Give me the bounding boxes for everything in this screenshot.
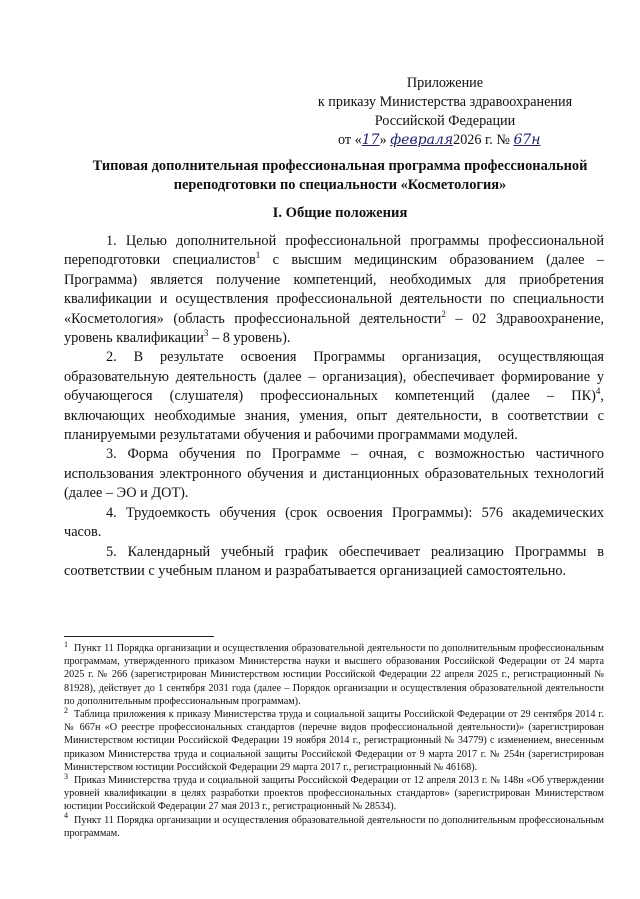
footnote-text: Пункт 11 Порядка организации и осуществления образовательной деятельности по дополнительным профессиональным программам, утвержденного приказом Министерства науки и высшего образования Российской Федерации от 24 марта 2025 г. № 266 (зарегистрирован Министерством юстиции Российской Федерации 22 апреля 2025 г., регистрационный № 81928), действует до 1 сентября 2031 года (далее – Порядок организации и осуществления образовательной деятельности по дополнительным профессиональным программам). [64, 643, 604, 707]
footnote-text: Пункт 11 Порядка организации и осуществления образовательной деятельности по дополнительным профессиональным программам. [64, 814, 604, 839]
paragraph-4: 4. Трудоемкость обучения (срок освоения Программы): 576 академических часов. [64, 504, 604, 541]
footnote-ref-3: 3 [203, 328, 209, 339]
footnote-ref-2: 2 [441, 308, 446, 319]
paragraph-2-text-b: , включающих необходимые знания, умения, опыт деятельности, в соответствии с планируемыми результатами обучения и рабочими программами модулей. [64, 388, 604, 444]
footnote-1 [64, 639, 604, 708]
order-reference: к приказу Министерства здравоохранения [317, 94, 573, 110]
footnote-number: 3 [64, 771, 68, 781]
date-year: 2026 г. № [453, 132, 510, 148]
footnote-2 [64, 705, 604, 774]
appendix-header [300, 74, 590, 150]
footnote-number: 2 [64, 705, 68, 715]
handwritten-day: 17 [361, 132, 380, 148]
paragraph-1-text-b: с высшим медицинским образованием (далее – Программа) является получение компетенций, необходимых для приобретения квалификации и осуществления профессиональной деятельности по специальности «Косметология» (область профессиональной деятельности [64, 252, 604, 327]
paragraph-1-text-c: – 02 Здравоохранение, уровень квалификации [64, 310, 604, 347]
paragraph-5: 5. Календарный учебный график обеспечивает реализацию Программы в соответствии с учебным планом и разрабатывается организацией самостоятельно. [64, 543, 604, 579]
paragraph-3: 3. Форма обучения по Программе – очная, с возможностью частичного использования электронного обучения и дистанционных образовательных технологий (далее – ЭО и ДОТ). [64, 446, 604, 502]
footnote-number: 1 [64, 639, 68, 649]
ministry-country: Российской Федерации [374, 113, 516, 129]
footnote-separator [64, 636, 214, 637]
order-date-line [300, 131, 590, 150]
appendix-label: Приложение [406, 75, 484, 91]
section-heading: I. Общие положения [272, 205, 408, 221]
footnotes [64, 639, 604, 840]
footnote-number: 4 [64, 811, 68, 821]
paragraph-1-text-a: 1. Целью дополнительной профессиональной программы профессиональной переподготовки специалистов [64, 233, 604, 269]
footnote-4 [64, 811, 604, 840]
paragraph-2-text-a: 2. В результате освоения Программы организация, осуществляющая образовательную деятельность (далее – организация), обеспечивает формирование у обучающегося (слушателя) профессиональных компетенций (далее – ПК) [64, 349, 604, 405]
document-body [64, 232, 604, 581]
handwritten-order-number: 67н [513, 132, 541, 148]
date-mid: » [379, 132, 391, 148]
footnote-3 [64, 771, 604, 814]
paragraph-1-text-d: – 8 уровень). [208, 330, 291, 347]
paragraph-1 [64, 232, 604, 348]
document-title: Типовая дополнительная профессиональная программа профессиональной переподготовки по специальности «Косметология» [92, 158, 588, 193]
paragraph-2 [64, 348, 604, 445]
footnote-text: Таблица приложения к приказу Министерства труда и социальной защиты Российской Федерации от 29 сентября 2014 г. № 667н «О реестре профессиональных стандартов (перечне видов профессиональной деятельности)» (зарегистрирован Министерством юстиции Российской Федерации 19 ноября 2014 г., регистрационный № 34779) с изменением, внесенным приказом Министерства труда и социальной защиты Российской Федерации от 9 марта 2017 г. № 254н (зарегистрирован Министерством юстиции Российской Федерации 29 марта 2017 г., регистрационный № 46168). [64, 709, 604, 773]
footnote-ref-1: 1 [255, 250, 261, 261]
footnote-ref-4: 4 [595, 386, 601, 397]
footnote-text: Приказ Министерства труда и социальной защиты Российской Федерации от 12 апреля 2013 г. № 148н «Об утверждении уровней квалификации в целях разработки проектов профессиональных стандартов» (зарегистрирован Министерством юстиции Российской Федерации 27 мая 2013 г., регистрационный № 28534). [64, 775, 604, 813]
handwritten-month: февраля [390, 132, 454, 148]
date-prefix: от « [338, 132, 362, 148]
